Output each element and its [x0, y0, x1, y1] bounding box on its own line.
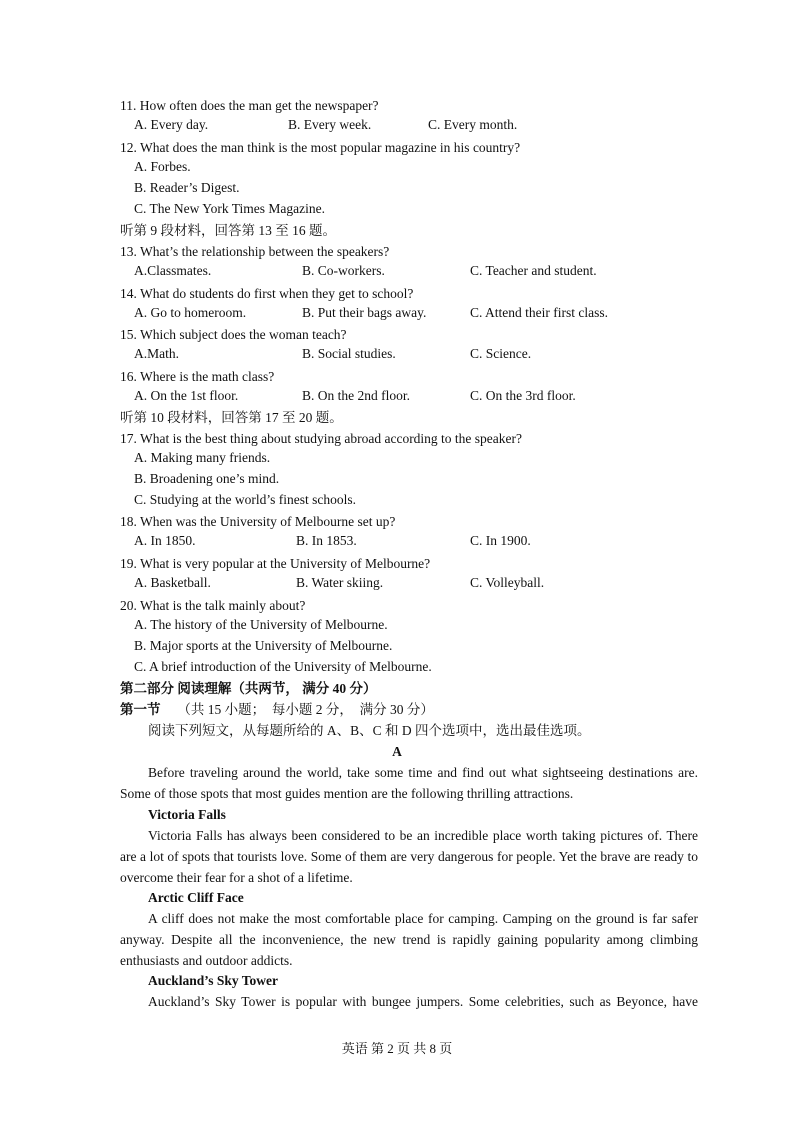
option-11c: C. Every month. [428, 117, 518, 132]
option-17c: C. Studying at the world’s finest schools. [134, 492, 356, 507]
option-17b: B. Broadening one’s mind. [134, 471, 280, 486]
heading-victoria-falls: Victoria Falls [148, 807, 226, 822]
question-12: 12. What does the man think is the most popular magazine in his country? [120, 140, 521, 155]
question-15: 15. Which subject does the woman teach? [120, 327, 347, 342]
question-11: 11. How often does the man get the newspaper? [120, 98, 379, 113]
paragraph-arctic-cliff-text: A cliff does not make the most comfortable place for camping. Camping on the ground is far safer anyway. Despite all the inconvenience, the new trend is rapidly gaining popularity among climbing enthusiasts and outdoor addicts. [120, 911, 698, 968]
reading-directions: 阅读下列短文，从每题所给的 A、B、C 和 D 四个选项中，选出最佳选项。 [148, 723, 591, 738]
page-footer: 英语 第 2 页 共 8 页 [341, 1041, 453, 1056]
passage-label: A [392, 744, 402, 759]
question-17: 17. What is the best thing about studying abroad according to the speaker? [120, 431, 523, 446]
option-20b: B. Major sports at the University of Melbourne. [134, 638, 393, 653]
option-16b: B. On the 2nd floor. [302, 388, 410, 403]
option-12b: B. Reader’s Digest. [134, 180, 240, 195]
paragraph-victoria-falls [120, 826, 698, 889]
option-14a: A. Go to homeroom. [134, 305, 247, 320]
paragraph-sky-tower-text: Auckland’s Sky Tower is popular with bungee jumpers. Some celebrities, such as Beyonce, have [148, 994, 698, 1009]
option-13c: C. Teacher and student. [470, 263, 597, 278]
question-20: 20. What is the talk mainly about? [120, 598, 306, 613]
option-13a: A.Classmates. [134, 263, 212, 278]
heading-sky-tower: Auckland’s Sky Tower [148, 973, 279, 988]
section1-detail: （共 15 小题； 每小题 2 分， 满分 30 分） [160, 702, 434, 717]
instruction-seg9: 听第 9 段材料，回答第 13 至 16 题。 [120, 223, 336, 238]
option-19c: C. Volleyball. [470, 575, 545, 590]
passage-intro-text: Before traveling around the world, take some time and find out what sightseeing destinations are. Some of those spots that most guides mention are the following thrilling attractions. [120, 765, 698, 801]
option-11a: A. Every day. [134, 117, 209, 132]
option-15c: C. Science. [470, 346, 532, 361]
option-16a: A. On the 1st floor. [134, 388, 239, 403]
option-11b: B. Every week. [288, 117, 372, 132]
option-18a: A. In 1850. [134, 533, 196, 548]
option-17a: A. Making many friends. [134, 450, 271, 465]
question-13: 13. What’s the relationship between the speakers? [120, 244, 390, 259]
instruction-seg10: 听第 10 段材料，回答第 17 至 20 题。 [120, 410, 343, 425]
section1-title [120, 700, 434, 721]
paragraph-arctic-cliff [120, 909, 698, 972]
question-16: 16. Where is the math class? [120, 369, 275, 384]
heading-arctic-cliff: Arctic Cliff Face [148, 890, 244, 905]
question-19: 19. What is very popular at the University of Melbourne? [120, 556, 431, 571]
option-19b: B. Water skiing. [296, 575, 384, 590]
option-15b: B. Social studies. [302, 346, 396, 361]
option-20a: A. The history of the University of Melbourne. [134, 617, 388, 632]
option-20c: C. A brief introduction of the University of Melbourne. [134, 659, 432, 674]
option-12c: C. The New York Times Magazine. [134, 201, 326, 216]
option-18c: C. In 1900. [470, 533, 531, 548]
option-19a: A. Basketball. [134, 575, 211, 590]
option-13b: B. Co-workers. [302, 263, 385, 278]
option-16c: C. On the 3rd floor. [470, 388, 576, 403]
part2-title: 第二部分 阅读理解（共两节， 满分 40 分） [120, 681, 377, 696]
option-14b: B. Put their bags away. [302, 305, 427, 320]
question-18: 18. When was the University of Melbourne set up? [120, 514, 396, 529]
option-18b: B. In 1853. [296, 533, 357, 548]
option-15a: A.Math. [134, 346, 179, 361]
option-12a: A. Forbes. [134, 159, 191, 174]
paragraph-sky-tower [120, 992, 698, 1013]
passage-intro [120, 763, 698, 805]
section1-label: 第一节 [120, 702, 161, 717]
paragraph-victoria-falls-text: Victoria Falls has always been considered to be an incredible place worth taking pictures of. There are a lot of spots that tourists love. Some of them are very dangerous for people. Yet the brave are ready to overcome their fear for a shot of a lifetime. [120, 828, 698, 885]
question-14: 14. What do students do first when they get to school? [120, 286, 414, 301]
option-14c: C. Attend their first class. [470, 305, 608, 320]
